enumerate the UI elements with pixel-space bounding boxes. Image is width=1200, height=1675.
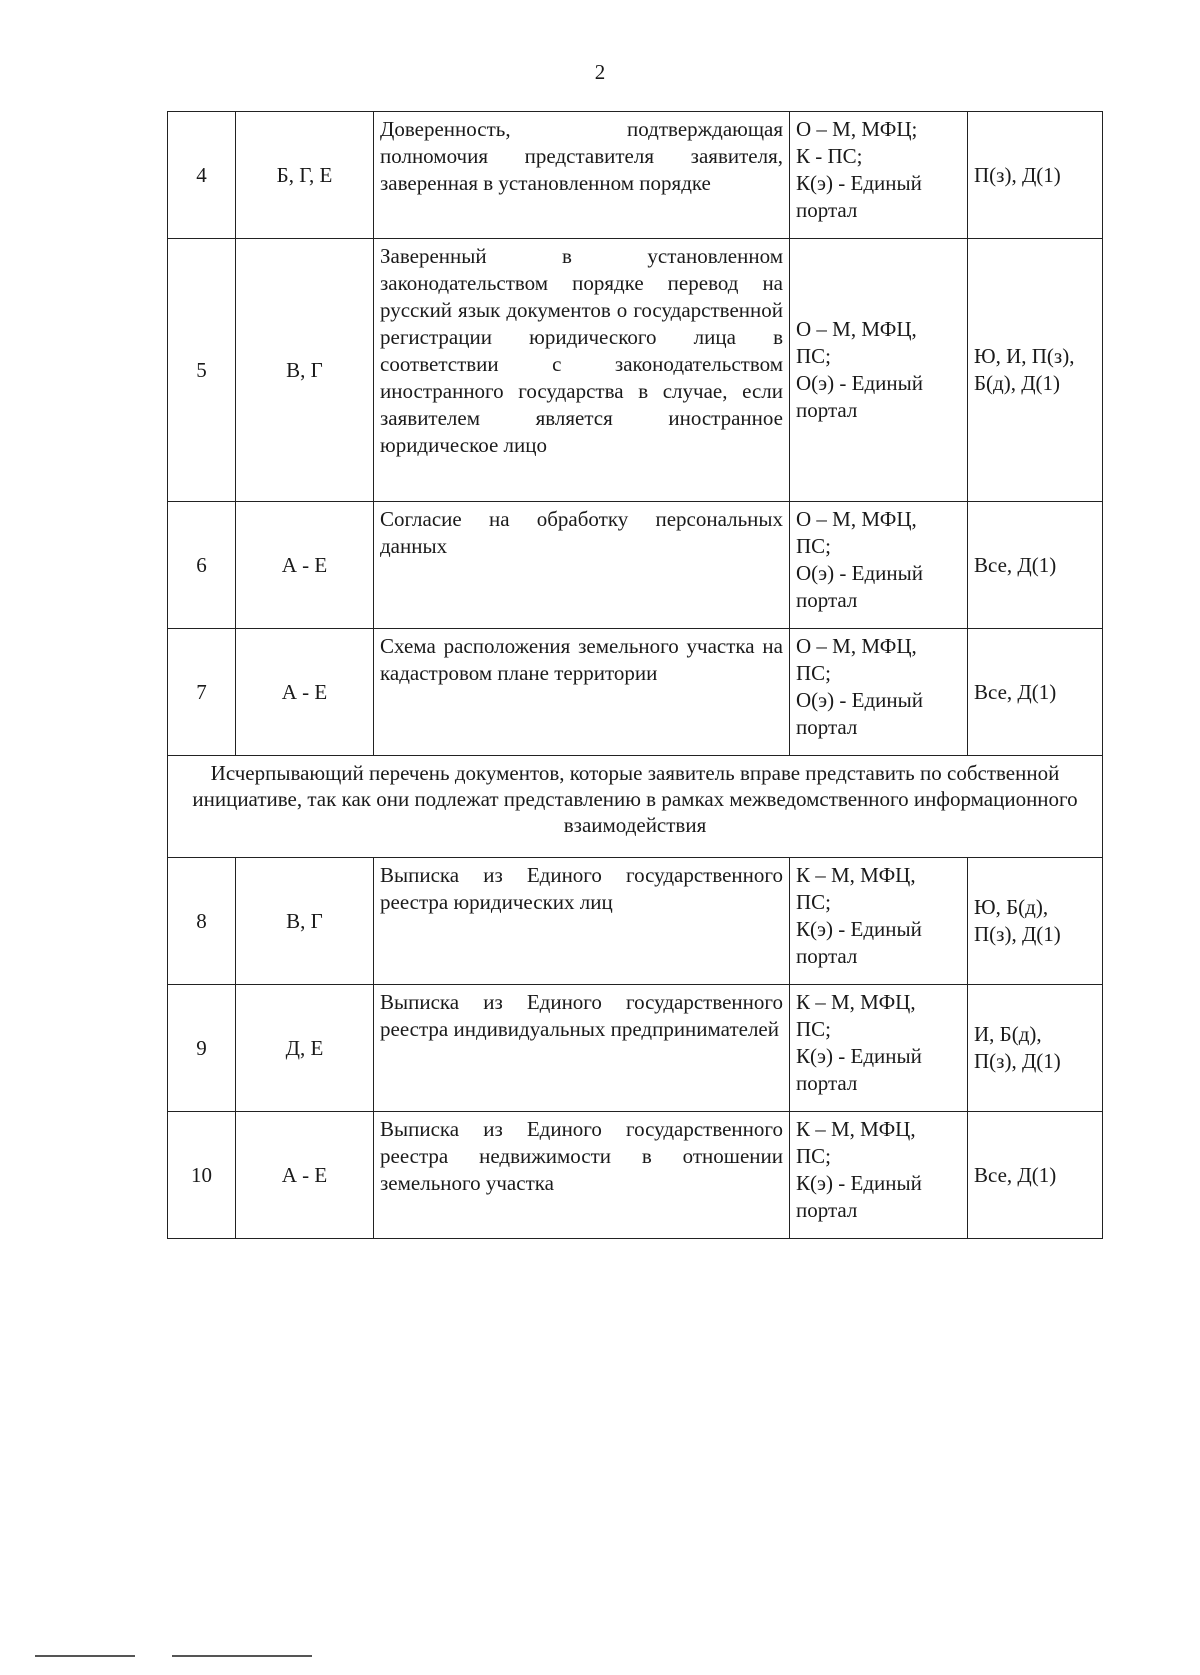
- documents-table: [167, 111, 1103, 1239]
- table-row: [168, 985, 1103, 1112]
- submission-form: К – М, МФЦ, ПС; К(э) - Единый портал: [790, 1112, 968, 1239]
- submission-form: К – М, МФЦ, ПС; К(э) - Единый портал: [790, 858, 968, 985]
- applicant-categories: А - Е: [236, 1112, 374, 1239]
- document-name: Доверенность, подтверждающая полномочия представителя заявителя, заверенная в установленном порядке: [374, 112, 790, 239]
- applicant-groups: Все, Д(1): [968, 1112, 1103, 1239]
- document-name: Выписка из Единого государственного реестра недвижимости в отношении земельного участка: [374, 1112, 790, 1239]
- applicant-categories: А - Е: [236, 629, 374, 756]
- row-number: 7: [168, 629, 236, 756]
- document-name: Заверенный в установленном законодательством порядке перевод на русский язык документов о государственной регистрации юридического лица в соответствии с законодательством иностранного государства в случае, если заявителем является иностранное юридическое лицо: [374, 239, 790, 502]
- page-number: 2: [594, 60, 606, 84]
- table-row: [168, 629, 1103, 756]
- submission-form: О – М, МФЦ, ПС; О(э) - Единый портал: [790, 239, 968, 502]
- submission-form: О – М, МФЦ, ПС; О(э) - Единый портал: [790, 502, 968, 629]
- applicant-groups: Ю, Б(д), П(з), Д(1): [968, 858, 1103, 985]
- table-row: [168, 858, 1103, 985]
- row-number: 8: [168, 858, 236, 985]
- document-name: Выписка из Единого государственного реестра индивидуальных предпринимателей: [374, 985, 790, 1112]
- section-header-row: [168, 756, 1103, 858]
- section-header: Исчерпывающий перечень документов, которые заявитель вправе представить по собственной инициативе, так как они подлежат представлению в рамках межведомственного информационного взаимодействия: [168, 756, 1103, 858]
- submission-form: О – М, МФЦ; К - ПС; К(э) - Единый портал: [790, 112, 968, 239]
- row-number: 4: [168, 112, 236, 239]
- applicant-categories: В, Г: [236, 858, 374, 985]
- applicant-groups: Ю, И, П(з), Б(д), Д(1): [968, 239, 1103, 502]
- applicant-categories: В, Г: [236, 239, 374, 502]
- applicant-groups: П(з), Д(1): [968, 112, 1103, 239]
- applicant-categories: Б, Г, Е: [236, 112, 374, 239]
- row-number: 9: [168, 985, 236, 1112]
- row-number: 10: [168, 1112, 236, 1239]
- row-number: 5: [168, 239, 236, 502]
- applicant-groups: И, Б(д), П(з), Д(1): [968, 985, 1103, 1112]
- row-number: 6: [168, 502, 236, 629]
- scan-artifact: [172, 1655, 312, 1657]
- submission-form: К – М, МФЦ, ПС; К(э) - Единый портал: [790, 985, 968, 1112]
- document-name: Согласие на обработку персональных данных: [374, 502, 790, 629]
- table-row: [168, 1112, 1103, 1239]
- scan-artifact: [35, 1655, 135, 1657]
- document-name: Схема расположения земельного участка на кадастровом плане территории: [374, 629, 790, 756]
- applicant-groups: Все, Д(1): [968, 629, 1103, 756]
- submission-form: О – М, МФЦ, ПС; О(э) - Единый портал: [790, 629, 968, 756]
- applicant-categories: А - Е: [236, 502, 374, 629]
- document-name: Выписка из Единого государственного реестра юридических лиц: [374, 858, 790, 985]
- table-row: [168, 502, 1103, 629]
- table-row: [168, 239, 1103, 502]
- table-row: [168, 112, 1103, 239]
- applicant-groups: Все, Д(1): [968, 502, 1103, 629]
- applicant-categories: Д, Е: [236, 985, 374, 1112]
